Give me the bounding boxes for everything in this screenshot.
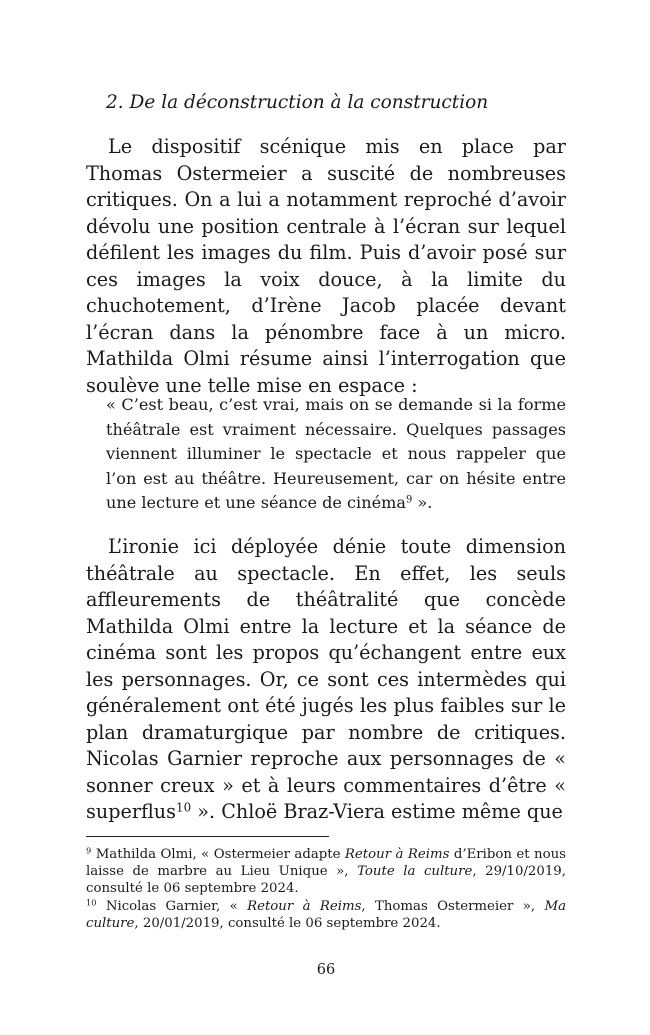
footnotes <box>86 846 566 932</box>
body-paragraph-1: Le dispositif scénique mis en place par Thomas Ostermeier a suscité de nombreuses critiques. On a lui a notamment reproché d’avoir dévolu une position centrale à l’écran sur lequel défilent les images du film. Puis d’avoir posé sur ces images la voix douce, à la limite du chuchotement, d’Irène Jacob placée devant l’écran dans la pénombre face à un micro. Mathilda Olmi résume ainsi l’interrogation que soulève une telle mise en espace : <box>86 135 566 397</box>
footnote-9 <box>86 846 566 898</box>
footnote-source: Ma culture <box>86 898 566 931</box>
footnote-text: Mathilda Olmi, « Ostermeier adapte <box>95 847 345 862</box>
section-heading: 2. De la déconstruction à la construction <box>106 92 489 113</box>
footnote-text: , 20/01/2019, consulté le 06 septembre 2024. <box>134 915 441 931</box>
footnote-number: 9 <box>86 845 92 856</box>
footnote-title: Retour à Reims <box>247 898 362 914</box>
footnote-text: , Thomas Ostermeier », <box>361 898 545 914</box>
paragraph-2-text: L’ironie ici déployée dénie toute dimension théâtrale au spectacle. En effet, les seuls affleurements de théâtralité que concède Mathilda Olmi entre la lecture et la séance de cinéma sont les propos qu’échangent entre eux les personnages. Or, ce sont ces intermèdes qui généralement ont été jugés les plus faibles sur le plan dramaturgique par nombre de critiques. Nicolas Garnier reproche aux personnages de « sonner creux » et à leurs commentaires d’être « superflus <box>86 535 566 823</box>
footnote-text: , 29/10/2019, consulté le 06 septembre 2024. <box>86 864 566 897</box>
footnote-ref-10[interactable]: 10 <box>176 800 192 815</box>
footnote-ref-9[interactable]: 9 <box>405 494 413 506</box>
page-number: 66 <box>316 962 336 978</box>
paragraph-2-tail: ». Chloë Braz-Viera estime même que <box>191 800 563 823</box>
footnote-10 <box>86 898 566 932</box>
body-paragraph-2 <box>86 534 566 826</box>
footnote-text: d’Eribon et nous laisse de marbre au Lieu Unique », <box>86 847 566 880</box>
footnote-source: Toute la culture <box>357 864 473 880</box>
footnote-separator <box>86 836 329 837</box>
footnote-title: Retour à Reims <box>344 847 450 862</box>
block-quote <box>106 393 566 516</box>
quote-close: ». <box>412 493 433 513</box>
footnote-text: Nicolas Garnier, « <box>105 898 248 914</box>
quote-text: « C’est beau, c’est vrai, mais on se demande si la forme théâtrale est vraiment nécessaire. Quelques passages viennent illuminer le spectacle et nous rappeler que l’on est au théâtre. Heureusement, car on hésite entre une lecture et une séance de cinéma <box>106 395 566 513</box>
footnote-number: 10 <box>86 897 97 908</box>
